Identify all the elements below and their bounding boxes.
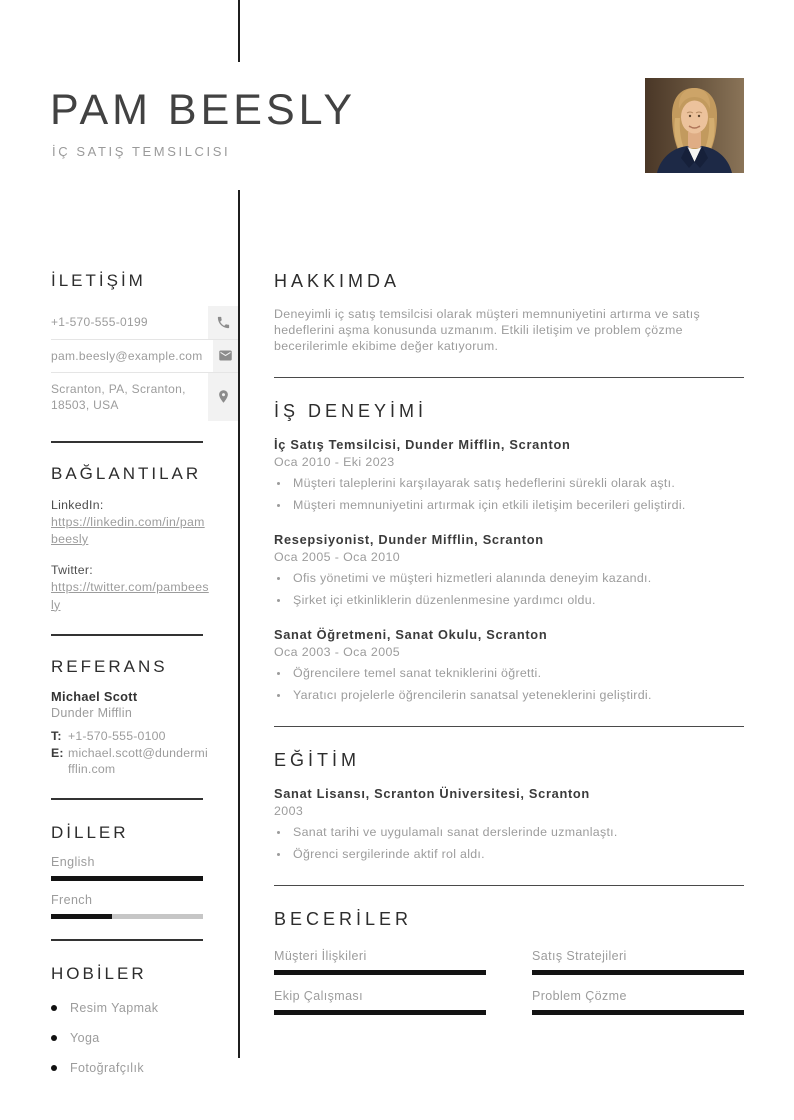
skill-name: Problem Çözme — [532, 989, 627, 1004]
languages-section — [51, 823, 238, 919]
contact-email: pam.beesly@example.com — [51, 348, 203, 363]
education-heading: EĞİTİM — [274, 750, 360, 771]
hobby-item — [51, 1061, 238, 1075]
bullet-dot-icon — [277, 577, 280, 580]
bullet-dot-icon — [277, 831, 280, 834]
experience-section — [274, 401, 744, 704]
headshot-illustration — [645, 78, 744, 173]
envelope-icon — [213, 340, 238, 372]
skill-name: Satış Stratejileri — [532, 949, 627, 964]
main-column — [274, 271, 744, 1015]
contact-heading: İLETİŞİM — [51, 271, 146, 290]
bullet-dot-icon — [277, 482, 280, 485]
about-text: Deneyimli iç satış temsilcisi olarak müşteri memnuniyetini artırma ve satış hedeflerini aşma konusunda uzmanım. Etkili iletişim ve problem çözme becerilerimle ekibime değer katıyorum. — [274, 306, 700, 353]
job-bullet: Müşteri taleplerini karşılayarak satış hedeflerini sürekli olarak aştı. — [274, 476, 744, 491]
top-divider-line — [238, 0, 240, 62]
language-bar-fill — [51, 914, 112, 919]
contact-row-address — [51, 373, 238, 421]
job-bullet: Ofis yönetimi ve müşteri hizmetleri alanında deneyim kazandı. — [274, 571, 744, 586]
reference-name: Michael Scott — [51, 689, 138, 705]
job-title: Sanat Öğretmeni, Sanat Okulu, Scranton — [274, 627, 548, 643]
about-section — [274, 271, 744, 354]
hobby-label: Resim Yapmak — [70, 1000, 159, 1015]
degree-year: 2003 — [274, 803, 304, 818]
reference-heading: REFERANS — [51, 656, 168, 676]
skill-bar-fill — [532, 1010, 744, 1015]
job-bullet: Yaratıcı projelerle öğrencilerin sanatsal yeteneklerini geliştirdi. — [274, 688, 744, 703]
job-bullet: Müşteri memnuniyetini artırmak için etkili iletişim becerileri geliştirdi. — [274, 498, 744, 513]
phone-icon — [208, 306, 238, 338]
job-entry — [274, 437, 744, 513]
language-item — [51, 893, 238, 919]
education-entry — [274, 786, 744, 862]
hobby-label: Yoga — [70, 1030, 100, 1045]
linkedin-label: LinkedIn: — [51, 497, 104, 512]
bullet-dot-icon — [277, 853, 280, 856]
bullet-dot-icon — [51, 1065, 57, 1071]
reference-email-row — [51, 745, 209, 778]
section-divider — [51, 798, 203, 800]
location-icon — [208, 373, 238, 421]
reference-email-label: E: — [51, 745, 64, 760]
language-bar-fill — [51, 876, 203, 881]
skill-bar — [274, 970, 486, 975]
job-dates: Oca 2005 - Oca 2010 — [274, 550, 401, 565]
skill-item — [532, 949, 744, 975]
language-bar — [51, 914, 203, 919]
skill-item — [274, 989, 486, 1015]
job-dates: Oca 2010 - Eki 2023 — [274, 455, 395, 470]
reference-card — [51, 689, 209, 778]
contact-row-email — [51, 340, 238, 373]
job-subtitle: İÇ SATIŞ TEMSILCISI — [52, 144, 231, 159]
reference-company: Dunder Mifflin — [51, 706, 133, 721]
hobbies-section — [51, 964, 238, 1074]
job-title: Resepsiyonist, Dunder Mifflin, Scranton — [274, 532, 544, 548]
education-bullet: Öğrenci sergilerinde aktif rol aldı. — [274, 847, 744, 862]
job-bullet: Şirket içi etkinliklerin düzenlenmesine yardımcı oldu. — [274, 593, 744, 608]
language-bar — [51, 876, 203, 881]
section-divider — [51, 634, 203, 636]
job-bullet: Öğrencilere temel sanat tekniklerini öğretti. — [274, 666, 744, 681]
skill-bar-fill — [274, 970, 486, 975]
hobby-label: Fotoğrafçılık — [70, 1060, 144, 1075]
degree-title: Sanat Lisansı, Scranton Üniversitesi, Scranton — [274, 785, 590, 801]
section-divider — [51, 939, 203, 941]
section-divider — [274, 377, 744, 378]
section-divider — [274, 885, 744, 886]
skill-bar — [532, 1010, 744, 1015]
skill-name: Müşteri İlişkileri — [274, 949, 367, 964]
bullet-dot-icon — [277, 672, 280, 675]
section-divider — [51, 441, 203, 443]
job-dates: Oca 2003 - Oca 2005 — [274, 645, 401, 660]
language-name: French — [51, 893, 93, 908]
education-bullet: Sanat tarihi ve uygulamalı sanat derslerinde uzmanlaştı. — [274, 825, 744, 840]
experience-heading: İŞ DENEYİMİ — [274, 400, 428, 421]
bullet-dot-icon — [51, 1005, 57, 1011]
sidebar — [51, 271, 238, 1091]
hobby-item — [51, 1001, 238, 1015]
contact-list — [51, 306, 238, 421]
job-title: İç Satış Temsilcisi, Dunder Mifflin, Scranton — [274, 437, 571, 453]
linkedin-link[interactable]: https://linkedin.com/in/pambeesly — [51, 514, 205, 546]
column-divider-line — [238, 190, 240, 1058]
skill-bar-fill — [274, 1010, 486, 1015]
links-section — [51, 464, 238, 614]
bullet-dot-icon — [51, 1035, 57, 1041]
page-title: PAM BEESLY — [50, 86, 357, 134]
reference-phone-label: T: — [51, 729, 62, 744]
bullet-dot-icon — [277, 599, 280, 602]
reference-section — [51, 657, 238, 778]
language-name: English — [51, 855, 95, 870]
bullet-dot-icon — [277, 504, 280, 507]
skill-item — [532, 989, 744, 1015]
contact-section — [51, 271, 238, 421]
language-item — [51, 855, 238, 881]
skills-heading: BECERİLER — [274, 908, 413, 929]
links-heading: BAĞLANTILAR — [51, 464, 202, 484]
job-entry — [274, 532, 744, 608]
twitter-label: Twitter: — [51, 563, 94, 578]
reference-phone: +1-570-555-0100 — [68, 729, 166, 744]
education-section — [274, 750, 744, 862]
about-heading: HAKKIMDA — [274, 271, 401, 291]
link-item-linkedin — [51, 497, 238, 549]
skills-grid — [274, 949, 744, 1015]
link-item-twitter — [51, 562, 238, 614]
contact-row-phone — [51, 306, 238, 339]
skill-bar — [532, 970, 744, 975]
section-divider — [274, 726, 744, 727]
skill-bar — [274, 1010, 486, 1015]
twitter-link[interactable]: https://twitter.com/pambeesly — [51, 580, 209, 612]
profile-photo — [645, 78, 744, 173]
job-entry — [274, 627, 744, 703]
languages-heading: DİLLER — [51, 822, 129, 842]
skills-section — [274, 909, 744, 1016]
skill-item — [274, 949, 486, 975]
bullet-dot-icon — [277, 694, 280, 697]
contact-phone: +1-570-555-0199 — [51, 315, 148, 330]
hobby-item — [51, 1031, 238, 1045]
reference-phone-row — [51, 728, 209, 745]
hobbies-heading: HOBİLER — [51, 964, 147, 984]
reference-email: michael.scott@dundermifflin.com — [68, 745, 208, 777]
skill-bar-fill — [532, 970, 744, 975]
contact-address: Scranton, PA, Scranton, 18503, USA — [51, 381, 186, 412]
skill-name: Ekip Çalışması — [274, 989, 363, 1004]
